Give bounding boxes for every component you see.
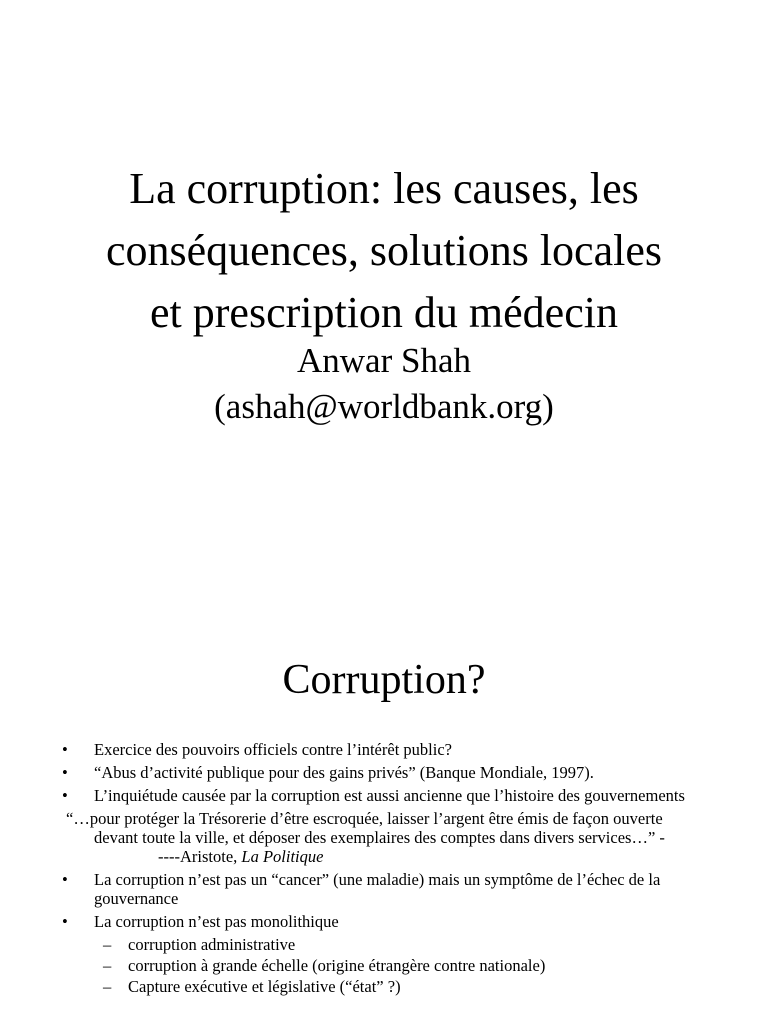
sub-list-item-text: corruption administrative — [128, 935, 296, 954]
dash-icon: – — [103, 935, 112, 954]
presentation-title — [0, 158, 768, 344]
sub-list-item-text: corruption à grande échelle (origine étrangère contre nationale) — [128, 956, 546, 975]
list-item-text: La corruption n’est pas un “cancer” (une maladie) mais un symptôme de l’échec de la gouvernance — [94, 870, 661, 908]
dash-icon: – — [103, 956, 112, 975]
sub-list-item — [0, 977, 768, 996]
list-item — [0, 763, 768, 782]
slide-body — [0, 740, 768, 998]
bullet-icon: • — [62, 763, 68, 782]
list-item-text: “Abus d’activité publique pour des gains privés” (Banque Mondiale, 1997). — [94, 763, 594, 782]
title-line: conséquences, solutions locales — [106, 226, 662, 275]
corruption-slide — [0, 600, 768, 1024]
author-name: Anwar Shah — [297, 341, 471, 380]
list-item-text: La corruption n’est pas monolithique — [94, 912, 339, 931]
title-line: La corruption: les causes, les — [129, 164, 639, 213]
list-item-text: Exercice des pouvoirs officiels contre l’intérêt public? — [94, 740, 452, 759]
quote-body: “…pour protéger la Trésorerie d’être escroquée, laisser l’argent être émis de façon ouverte devant toute la ville, et déposer des exemplaires des comptes dans divers services…” - — [66, 809, 665, 847]
list-item — [0, 912, 768, 931]
quote-text — [66, 809, 708, 866]
bullet-icon: • — [62, 912, 68, 931]
list-item — [0, 740, 768, 759]
author-block — [0, 338, 768, 430]
list-item-text: L’inquiétude causée par la corruption est aussi ancienne que l’histoire des gouvernements — [94, 786, 685, 805]
bullet-icon: • — [62, 870, 68, 889]
sub-list-item — [0, 956, 768, 975]
bullet-icon: • — [62, 740, 68, 759]
quote-attribution: ----Aristote, — [158, 847, 242, 866]
title-line: et prescription du médecin — [150, 288, 618, 337]
bullet-icon: • — [62, 786, 68, 805]
sub-list-item — [0, 935, 768, 954]
quote-work-title: La Politique — [241, 847, 324, 866]
list-item — [0, 870, 768, 908]
list-item — [0, 786, 768, 805]
sub-list-item-text: Capture exécutive et législative (“état” ?) — [128, 977, 401, 996]
quote-block — [0, 809, 768, 866]
slide-title: Corruption? — [282, 657, 486, 703]
author-email: (ashah@worldbank.org) — [214, 387, 554, 426]
dash-icon: – — [103, 977, 112, 996]
